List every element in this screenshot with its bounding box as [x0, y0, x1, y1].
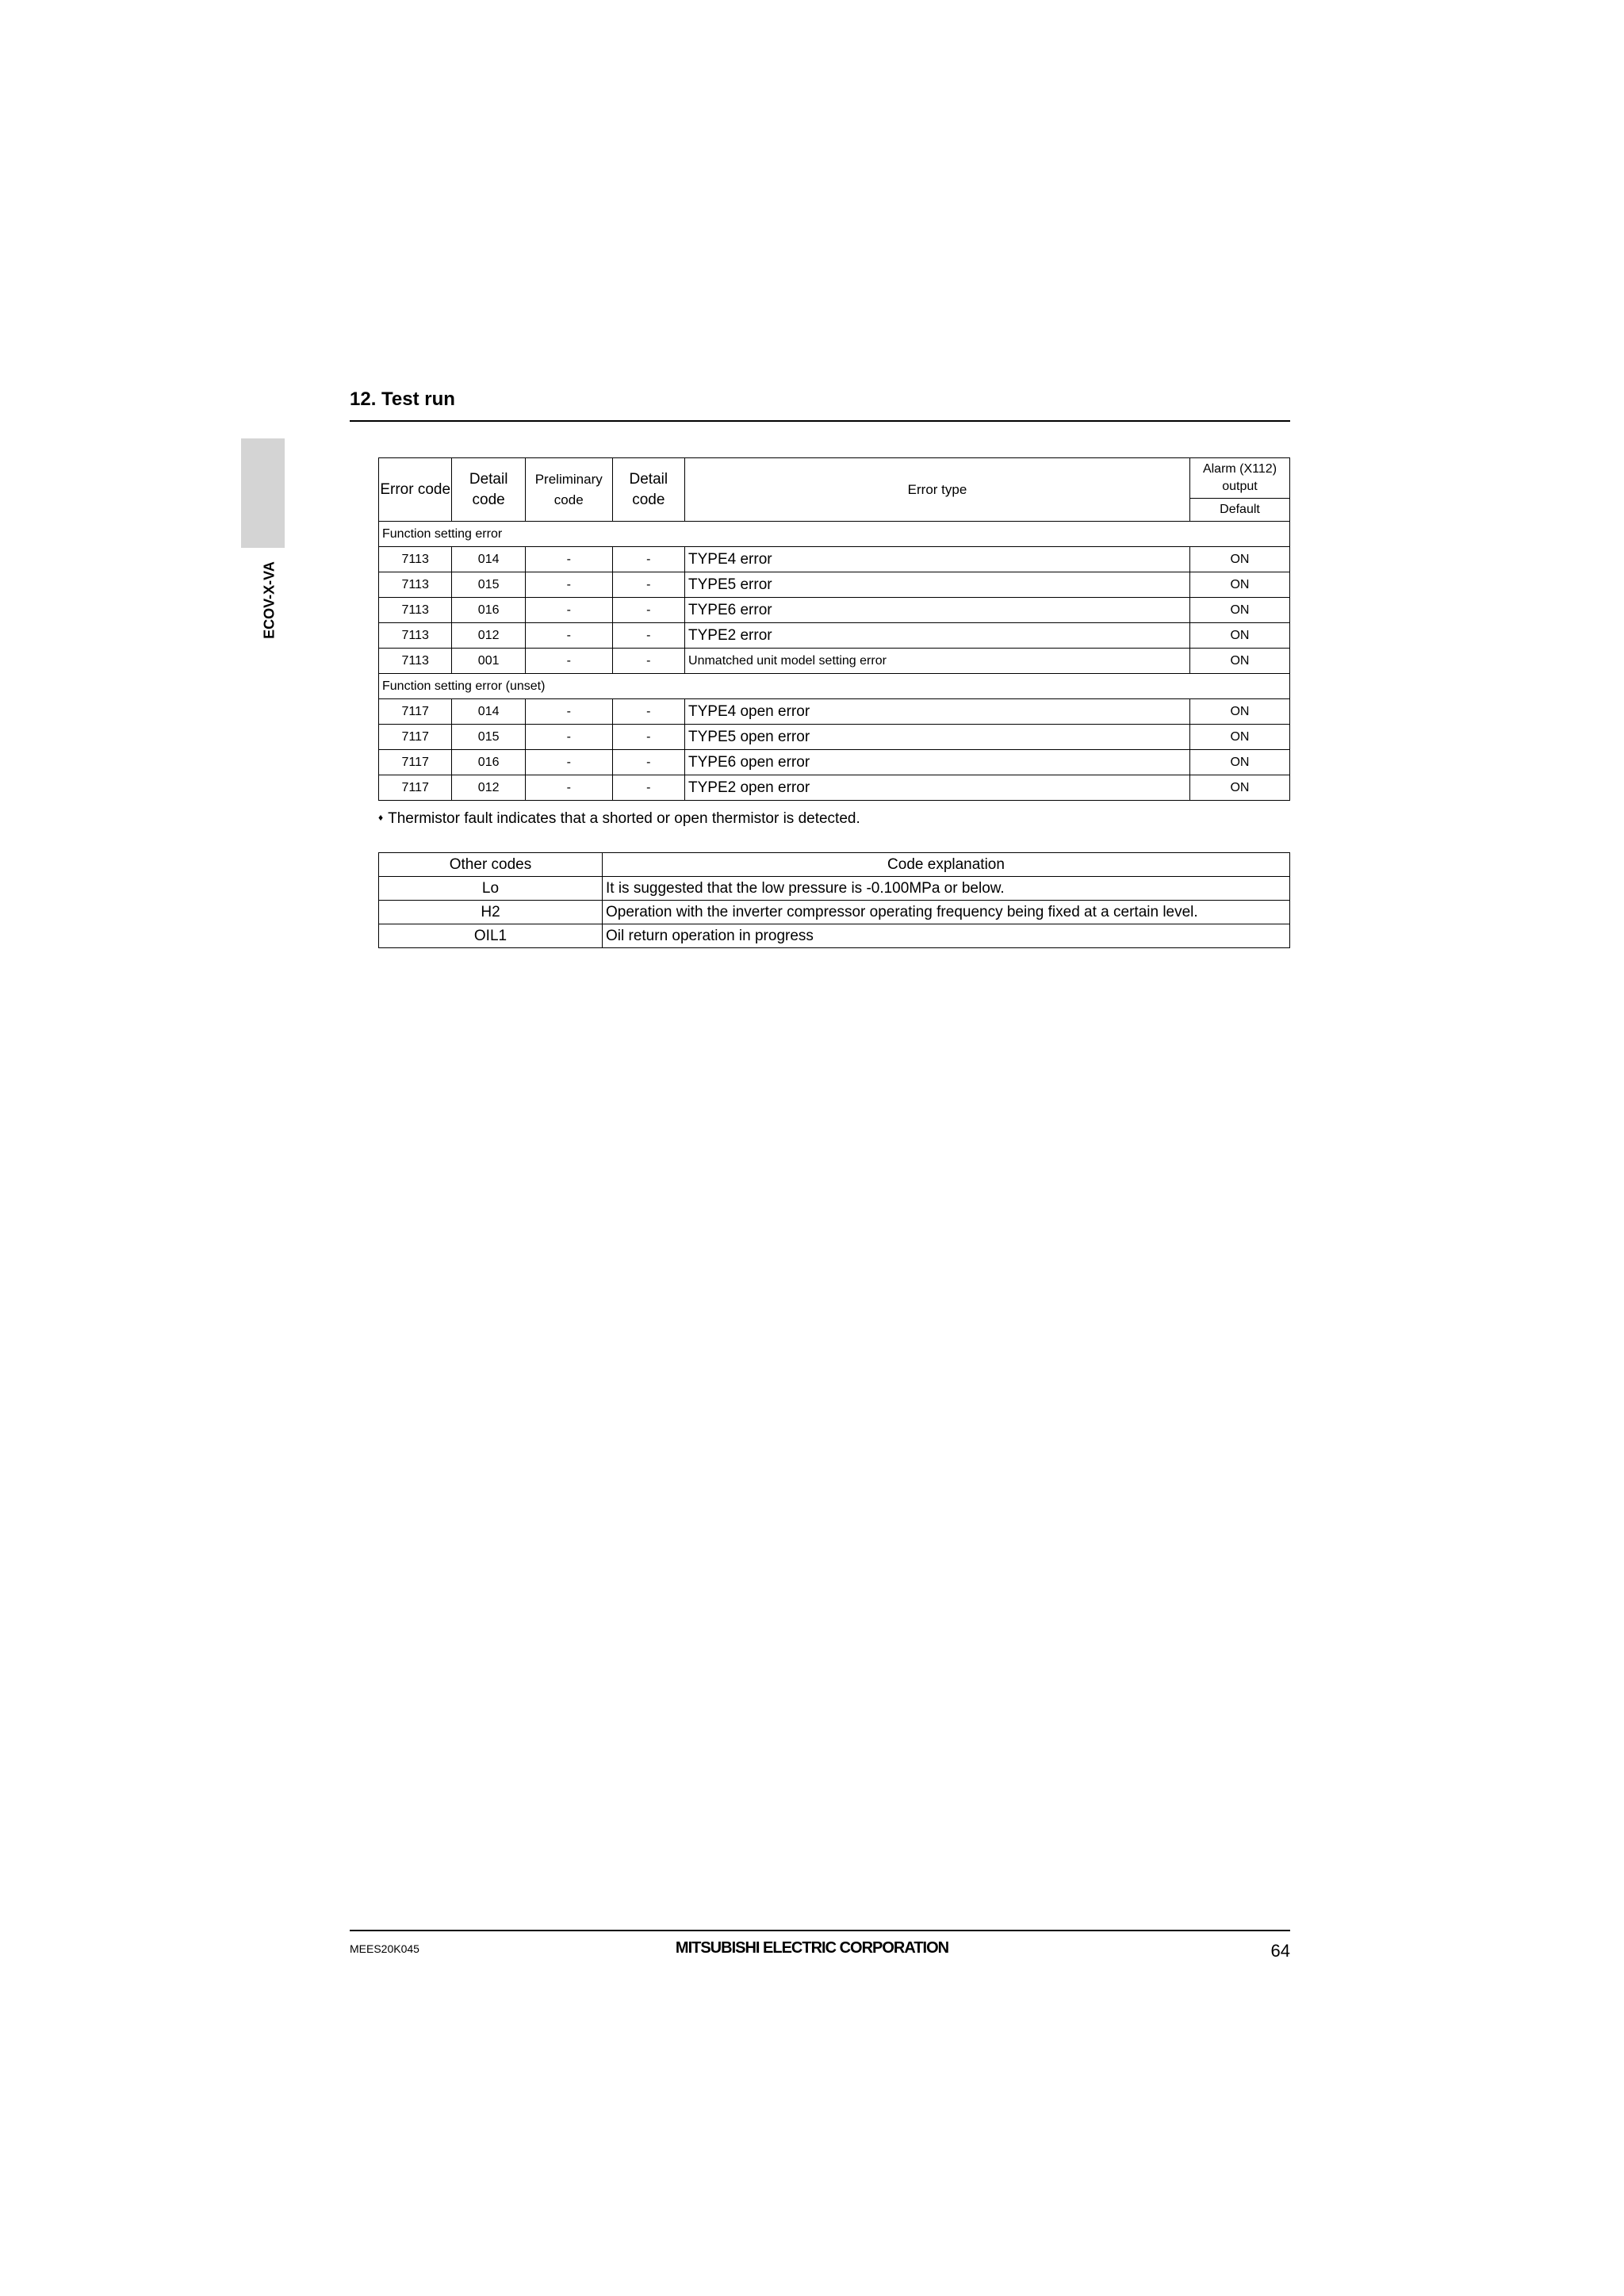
error-code-cell: 7113 — [379, 572, 452, 598]
header-other-codes: Other codes — [379, 853, 603, 877]
error-code-cell: 7117 — [379, 775, 452, 801]
table-row — [379, 623, 1290, 649]
table-row — [379, 649, 1290, 674]
error-type-cell: TYPE4 open error — [685, 699, 1190, 725]
company-name: MITSUBISHI ELECTRIC CORPORATION — [675, 1939, 949, 1957]
table-row — [379, 750, 1290, 775]
detail-code-2-cell: - — [612, 598, 684, 623]
table-row — [379, 547, 1290, 572]
footer-divider — [350, 1930, 1290, 1931]
page-number: 64 — [1270, 1941, 1290, 1961]
side-model-label: ECOV-X-VA — [261, 561, 278, 639]
detail-code-cell: 012 — [452, 775, 525, 801]
alarm-output-cell: ON — [1189, 725, 1289, 750]
group-row — [379, 674, 1290, 699]
detail-code-2-cell: - — [612, 750, 684, 775]
other-code-cell: OIL1 — [379, 924, 603, 948]
header-error-type: Error type — [685, 458, 1190, 522]
detail-code-2-cell: - — [612, 699, 684, 725]
preliminary-code-cell: - — [525, 649, 612, 674]
table-row — [379, 901, 1290, 924]
error-code-cell: 7113 — [379, 547, 452, 572]
error-code-cell: 7113 — [379, 598, 452, 623]
header-detail-code-2: Detail code — [612, 458, 684, 522]
explanation-cell: It is suggested that the low pressure is -0.100MPa or below. — [603, 877, 1290, 901]
alarm-output-cell: ON — [1189, 699, 1289, 725]
error-type-cell: TYPE6 error — [685, 598, 1190, 623]
detail-code-2-cell: - — [612, 547, 684, 572]
preliminary-code-cell: - — [525, 547, 612, 572]
header-code-explanation: Code explanation — [603, 853, 1290, 877]
error-type-cell: TYPE2 open error — [685, 775, 1190, 801]
error-type-cell: TYPE6 open error — [685, 750, 1190, 775]
preliminary-code-cell: - — [525, 598, 612, 623]
detail-code-2-cell: - — [612, 725, 684, 750]
table-row — [379, 877, 1290, 901]
note-text: Thermistor fault indicates that a shorted or open thermistor is detected. — [388, 810, 860, 827]
other-code-cell: Lo — [379, 877, 603, 901]
error-type-cell: Unmatched unit model setting error — [685, 649, 1190, 674]
error-code-cell: 7113 — [379, 649, 452, 674]
section-title: 12. Test run — [350, 388, 455, 410]
detail-code-cell: 012 — [452, 623, 525, 649]
alarm-output-cell: ON — [1189, 547, 1289, 572]
table-row — [379, 572, 1290, 598]
document-code: MEES20K045 — [350, 1942, 419, 1955]
alarm-output-cell: ON — [1189, 572, 1289, 598]
detail-code-cell: 015 — [452, 725, 525, 750]
detail-code-cell: 014 — [452, 699, 525, 725]
table-row — [379, 775, 1290, 801]
header-preliminary-code: Preliminary code — [525, 458, 612, 522]
table-row — [379, 725, 1290, 750]
diamond-bullet-icon: ♦ — [378, 812, 384, 823]
table-row — [379, 924, 1290, 948]
group-row — [379, 522, 1290, 547]
detail-code-2-cell: - — [612, 649, 684, 674]
detail-code-cell: 014 — [452, 547, 525, 572]
error-code-cell: 7117 — [379, 750, 452, 775]
error-type-cell: TYPE5 error — [685, 572, 1190, 598]
alarm-output-cell: ON — [1189, 623, 1289, 649]
header-detail-code: Detail code — [452, 458, 525, 522]
alarm-output-cell: ON — [1189, 649, 1289, 674]
alarm-output-cell: ON — [1189, 775, 1289, 801]
header-error-code: Error code — [379, 458, 452, 522]
table-row — [379, 598, 1290, 623]
detail-code-cell: 016 — [452, 598, 525, 623]
error-type-cell: TYPE5 open error — [685, 725, 1190, 750]
error-code-cell: 7113 — [379, 623, 452, 649]
other-code-cell: H2 — [379, 901, 603, 924]
preliminary-code-cell: - — [525, 623, 612, 649]
preliminary-code-cell: - — [525, 750, 612, 775]
detail-code-cell: 016 — [452, 750, 525, 775]
header-alarm-output: Alarm (X112) output — [1189, 458, 1289, 499]
preliminary-code-cell: - — [525, 725, 612, 750]
error-type-cell: TYPE2 error — [685, 623, 1190, 649]
preliminary-code-cell: - — [525, 699, 612, 725]
detail-code-cell: 015 — [452, 572, 525, 598]
detail-code-2-cell: - — [612, 623, 684, 649]
detail-code-cell: 001 — [452, 649, 525, 674]
group-label: Function setting error (unset) — [379, 674, 1290, 699]
preliminary-code-cell: - — [525, 572, 612, 598]
alarm-output-cell: ON — [1189, 750, 1289, 775]
side-tab — [241, 438, 285, 548]
error-type-cell: TYPE4 error — [685, 547, 1190, 572]
header-default: Default — [1189, 499, 1289, 522]
title-divider — [350, 420, 1290, 422]
group-label: Function setting error — [379, 522, 1290, 547]
thermistor-note — [378, 810, 860, 828]
other-codes-table — [378, 852, 1290, 948]
table-row — [379, 699, 1290, 725]
preliminary-code-cell: - — [525, 775, 612, 801]
alarm-output-cell: ON — [1189, 598, 1289, 623]
detail-code-2-cell: - — [612, 775, 684, 801]
error-code-cell: 7117 — [379, 725, 452, 750]
error-code-table — [378, 457, 1290, 801]
explanation-cell: Oil return operation in progress — [603, 924, 1290, 948]
explanation-cell: Operation with the inverter compressor operating frequency being fixed at a certain level. — [603, 901, 1290, 924]
error-code-cell: 7117 — [379, 699, 452, 725]
detail-code-2-cell: - — [612, 572, 684, 598]
